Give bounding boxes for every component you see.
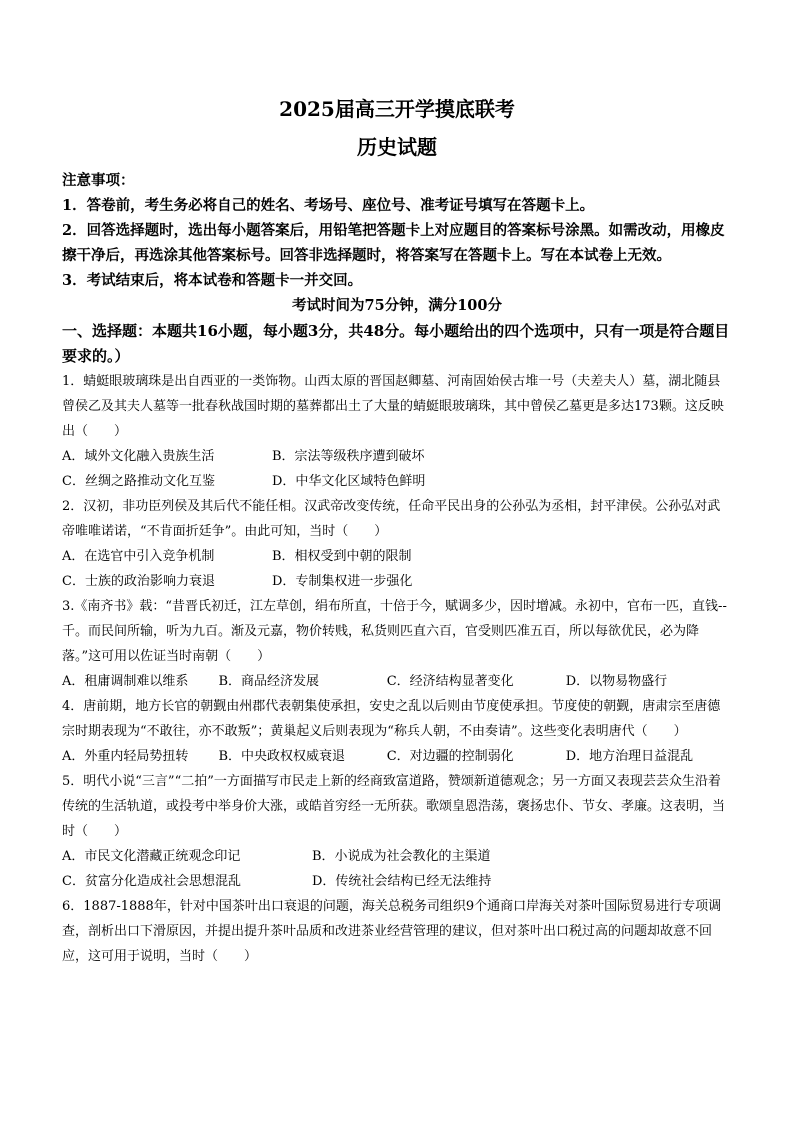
option-row	[62, 744, 732, 769]
question-stem: 2．汉初，非功臣列侯及其后代不能任相。汉武帝改变传统，任命平民出身的公孙弘为丞相，封平津侯。公孙弘对武帝唯唯诺诺，“不肯面折廷争”。由此可知，当时（ ）	[62, 499, 721, 539]
option-row	[62, 469, 732, 494]
option-a: A．外重内轻局势扭转	[62, 749, 189, 764]
exam-page	[62, 92, 732, 969]
option-b: B．小说成为社会教化的主渠道	[312, 849, 491, 864]
exam-time-info: 考试时间为75分钟，满分100分	[292, 297, 502, 314]
option-row	[62, 569, 732, 594]
question-stem: 1．蜻蜓眼玻璃珠是出自西亚的一类饰物。山西太原的晋国赵卿墓、河南固始侯古堆一号（夫差夫人）墓，湖北随县曾侯乙及其夫人墓等一批春秋战国时期的墓葬都出土了大量的蜻蜓眼玻璃珠，其中曾侯乙墓更是多达173颗。这反映出（ ）	[62, 374, 724, 439]
option-d: D．专制集权进一步强化	[272, 574, 413, 589]
notice-item-3: 3．考试结束后，将本试卷和答题卡一并交回。	[62, 272, 363, 289]
option-d: D．以物易物盛行	[565, 674, 668, 689]
notice-block	[62, 168, 732, 293]
question-2	[62, 494, 732, 594]
option-a: A．租庸调制难以维系	[62, 674, 189, 689]
option-a: A．市民文化潜藏正统观念印记	[62, 849, 241, 864]
question-stem: 5．明代小说“三言”“二拍”一方面描写市民走上新的经商致富道路，赞颂新道德观念；另一方面又表现芸芸众生沿着传统的生活轨道，或投考中举身价大涨，或皓首穷经一无所获。歌颂皇恩浩荡，褒扬忠仆、节女、孝廉。这表明，当时（ ）	[62, 774, 726, 839]
notice-item-2: 2．回答选择题时，选出每小题答案后，用铅笔把答题卡上对应题目的答案标号涂黑。如需改动，用橡皮擦干净后，再选涂其他答案标号。回答非选择题时，将答案写在答题卡上。写在本试卷上无效。	[62, 222, 725, 264]
option-b: B．商品经济发展	[218, 674, 320, 689]
section-heading: 一、选择题：本题共16小题，每小题3分，共48分。每小题给出的四个选项中，只有一项是符合题目要求的。）	[62, 322, 730, 365]
option-a: A．域外文化融入贵族生活	[62, 449, 215, 464]
option-c: C．丝绸之路推动文化互鉴	[62, 474, 215, 489]
question-stem: 3.《南齐书》载：“昔晋氏初迁，江左草创，绢布所直，十倍于今，赋调多少，因时增减。永初中，官布一匹，直钱--千。而民间所输，听为九百。渐及元嘉，物价转贱，私货则匹直六百，官受则匹准五百，所以每欲优民，必为降落。”这可用以佐证当时南朝（ ）	[62, 599, 727, 664]
option-d: D．地方治理日益混乱	[565, 749, 694, 764]
option-b: B．中央政权权威衰退	[218, 749, 346, 764]
question-4	[62, 694, 732, 769]
option-b: B．宗法等级秩序遭到破坏	[272, 449, 425, 464]
option-row	[62, 869, 732, 894]
option-d: D．传统社会结构已经无法维持	[312, 874, 492, 889]
option-row	[62, 544, 732, 569]
option-row	[62, 669, 732, 694]
option-c: C．士族的政治影响力衰退	[62, 574, 215, 589]
exam-subtitle: 历史试题	[357, 135, 437, 159]
notice-item-1: 1．答卷前，考生务必将自己的姓名、考场号、座位号、准考证号填写在答题卡上。	[62, 197, 595, 214]
option-a: A．在选官中引入竞争机制	[62, 549, 215, 564]
question-5	[62, 769, 732, 894]
option-c: C．对边疆的控制弱化	[386, 749, 514, 764]
exam-title: 2025届高三开学摸底联考	[279, 97, 515, 121]
question-stem: 4．唐前期，地方长官的朝觐由州郡代表朝集使承担，安史之乱以后则由节度使承担。节度使的朝觐，唐肃宗至唐德宗时期表现为“不敢往，亦不敢叛”；黄巢起义后则表现为“称兵人朝，不由奏请”。这些变化表明唐代（ ）	[62, 699, 721, 739]
question-1	[62, 369, 732, 494]
option-row	[62, 844, 732, 869]
option-c: C．贫富分化造成社会思想混乱	[62, 874, 241, 889]
question-stem: 6．1887-1888年，针对中国茶叶出口衰退的问题，海关总税务司组织9个通商口岸海关对茶叶国际贸易进行专项调查，剖析出口下滑原因，并提出提升茶叶品质和改进茶业经营管理的建议，但对茶叶出口税过高的问题却故意不回应，这可用于说明，当时（ ）	[62, 899, 722, 964]
option-c: C．经济结构显著变化	[386, 674, 514, 689]
question-6	[62, 894, 732, 969]
notice-heading: 注意事项：	[62, 172, 135, 189]
question-3	[62, 594, 732, 694]
option-d: D．中华文化区域特色鲜明	[272, 474, 426, 489]
option-b: B．相权受到中朝的限制	[272, 549, 412, 564]
option-row	[62, 444, 732, 469]
